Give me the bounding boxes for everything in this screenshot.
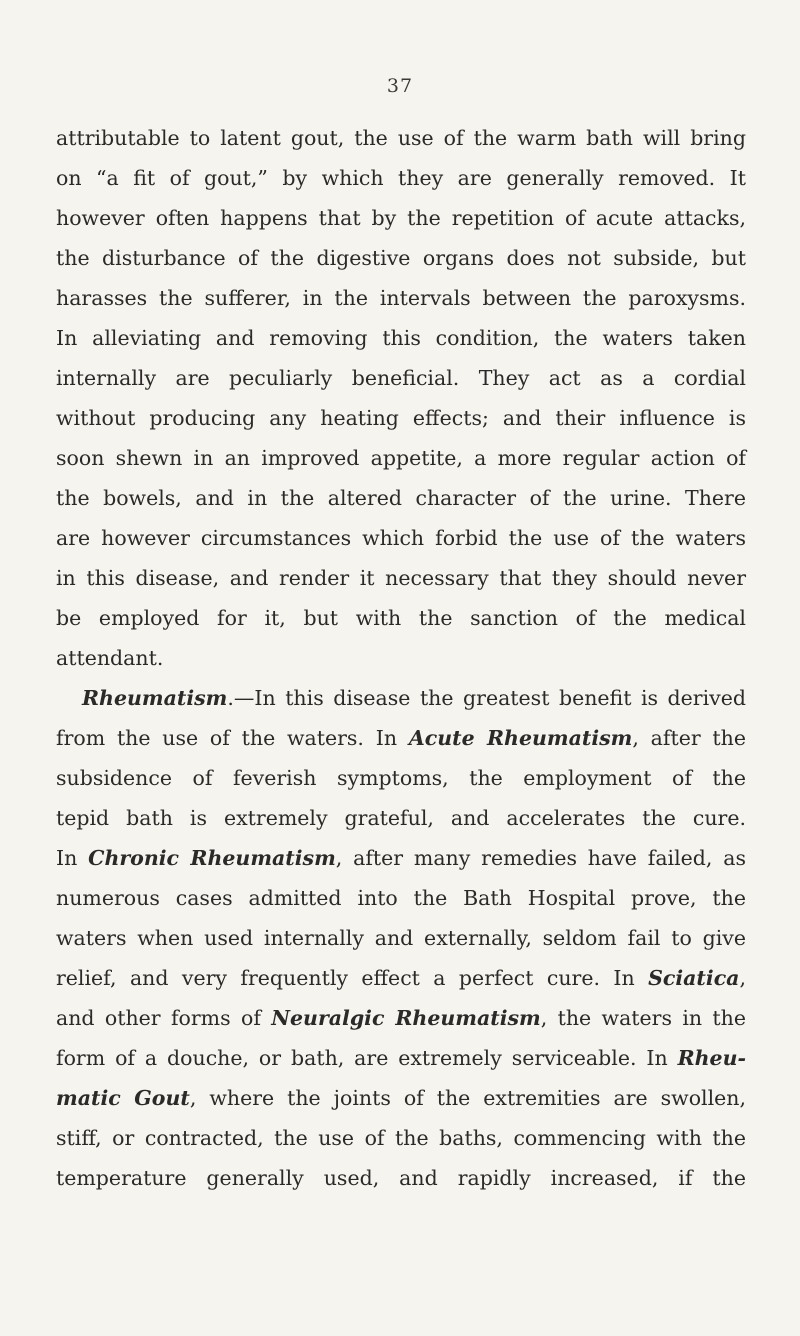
- text-line: the bowels, and in the altered character of the urine. There: [56, 486, 746, 510]
- emphasis-term: Rheu-: [677, 1046, 746, 1070]
- text-line: form of a douche, or bath, are extremely serviceable. In Rheu-: [56, 1046, 746, 1070]
- text-line: in this disease, and render it necessary that they should never: [56, 566, 746, 590]
- paragraph-rheumatism-start: Rheumatism.—In this disease the greatest benefit is derived: [82, 686, 746, 710]
- section-heading: Rheumatism: [82, 686, 228, 710]
- text-line: however often happens that by the repetition of acute attacks,: [56, 206, 746, 230]
- text-line: be employed for it, but with the sanction of the medical: [56, 606, 746, 630]
- body-text: [56, 118, 746, 1198]
- emphasis-term: Neuralgic Rheumatism: [271, 1006, 541, 1030]
- text-line: from the use of the waters. In Acute Rheumatism, after the: [56, 726, 746, 750]
- text-line: harasses the sufferer, in the intervals between the paroxysms.: [56, 286, 746, 310]
- text-line: are however circumstances which forbid the use of the waters: [56, 526, 746, 550]
- emphasis-term: Chronic Rheumatism: [88, 846, 336, 870]
- text-line: and other forms of Neuralgic Rheumatism, the waters in the: [56, 1006, 747, 1030]
- text-line: stiff, or contracted, the use of the baths, commencing with the: [56, 1126, 746, 1150]
- text-line: temperature generally used, and rapidly increased, if the: [56, 1166, 746, 1190]
- text-line: In alleviating and removing this condition, the waters taken: [56, 326, 746, 350]
- emphasis-term: Sciatica: [648, 966, 740, 990]
- text-line: attendant.: [56, 646, 164, 670]
- emphasis-term: matic Gout: [56, 1086, 190, 1110]
- text-line: attributable to latent gout, the use of the warm bath will bring: [56, 126, 746, 150]
- text-line: In Chronic Rheumatism, after many remedies have failed, as: [56, 846, 746, 870]
- text-line: tepid bath is extremely grateful, and accelerates the cure.: [56, 806, 746, 830]
- text-line: soon shewn in an improved appetite, a more regular action of: [56, 446, 746, 470]
- text-line: the disturbance of the digestive organs does not subside, but: [56, 246, 746, 270]
- emphasis-term: Acute Rheumatism: [408, 726, 633, 750]
- text-line: internally are peculiarly beneficial. They act as a cordial: [56, 366, 746, 390]
- text-line: without producing any heating effects; and their influence is: [56, 406, 746, 430]
- text-line: matic Gout, where the joints of the extremities are swollen,: [56, 1086, 746, 1110]
- text-line: on “a fit of gout,” by which they are generally removed. It: [56, 166, 746, 190]
- text-line: numerous cases admitted into the Bath Hospital prove, the: [56, 886, 746, 910]
- text-line: waters when used internally and externally, seldom fail to give: [56, 926, 746, 950]
- text-line: subsidence of feverish symptoms, the employment of the: [56, 766, 746, 790]
- text-line: relief, and very frequently effect a perfect cure. In Sciatica,: [56, 966, 746, 990]
- page-number: 37: [386, 75, 414, 97]
